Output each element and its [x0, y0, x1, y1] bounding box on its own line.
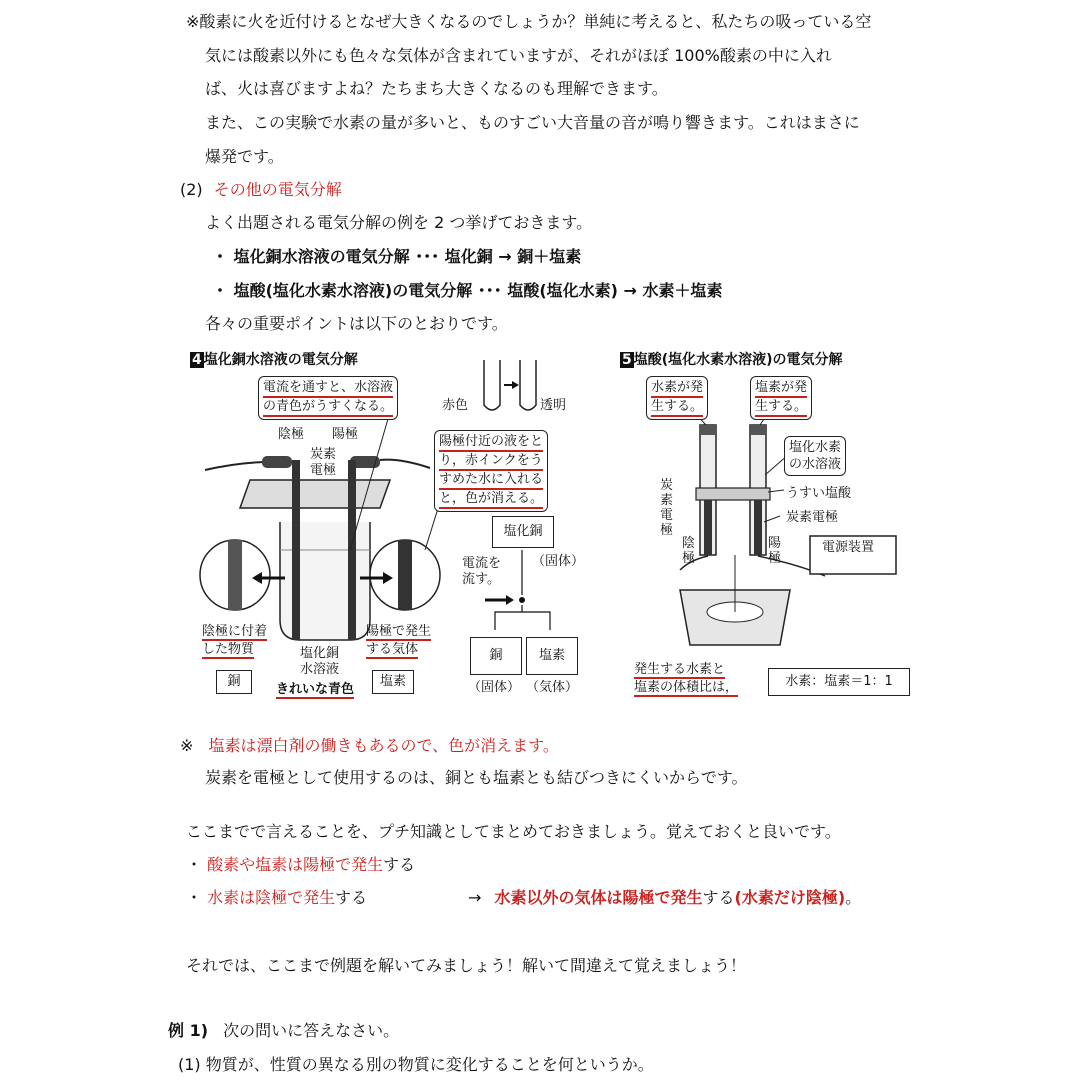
- section-lead: よく出題される電気分解の例を 2 つ挙げておきます。: [205, 213, 593, 232]
- figure-4-number: 4: [192, 352, 202, 368]
- box-chlorine: 塩素: [526, 637, 578, 675]
- figure-5-title: [620, 352, 843, 368]
- label-anode: 陽極: [332, 427, 359, 442]
- note-chlorine-bleach: [180, 736, 559, 756]
- conclusion-mid: する: [702, 888, 735, 907]
- label-generated-1: [366, 624, 431, 640]
- intro-line-5: 爆発です。: [205, 147, 284, 166]
- generated-line-2: する気体: [366, 642, 419, 657]
- label-current-2: 流す。: [462, 572, 500, 587]
- callout-color-fade: [258, 376, 398, 420]
- section-heading: [180, 180, 342, 200]
- beautiful-blue-text: きれいな青色: [276, 682, 355, 697]
- label-cathode: 陰極: [278, 427, 305, 442]
- chlorine-line-2: 生する。: [755, 398, 807, 417]
- note-carbon-electrode: 炭素を電極として使用するのは、銅とも塩素とも結びつきにくいからです。: [205, 768, 748, 787]
- label-red-color: 赤色: [442, 398, 469, 413]
- label-ratio-note-1: [634, 662, 725, 678]
- box-copper: 銅: [470, 637, 522, 675]
- conclusion-red: 水素以外の気体は陽極で発生: [494, 888, 703, 907]
- callout-color-fade-line-1: 電流を通すと、水溶液: [263, 379, 393, 398]
- callout-hcl-solution: [784, 436, 846, 476]
- attached-line-1: 陰極に付着: [202, 624, 268, 639]
- section-title: その他の電気分解: [213, 180, 342, 199]
- hcl-line-1: 塩化水素: [789, 440, 842, 455]
- attached-line-2: した物質: [202, 642, 255, 657]
- label-beautiful-blue: [276, 682, 354, 698]
- intro-line-2: 気には酸素以外にも色々な気体が含まれていますが、それがほぼ 100%酸素の中に入れ: [205, 46, 832, 65]
- bullet-hydrogen: ・ 水素は陰極で発生する: [186, 888, 368, 907]
- conclusion-red-2: (水素だけ陰極): [734, 888, 846, 907]
- intro-line-3: ば、火は喜びますよね？たちまち大きくなるのも理解できます。: [205, 79, 668, 98]
- bullet-oxygen-chlorine-tail: する: [383, 855, 416, 874]
- section-points: 各々の重要ポイントは以下のとおりです。: [205, 314, 508, 333]
- callout-hydrogen: [646, 376, 708, 420]
- generated-line-1: 陽極で発生: [366, 624, 432, 639]
- figure-copper-chloride: [190, 350, 610, 710]
- figure-4-title: [190, 352, 358, 368]
- example-question-1: (1) 物質が、性質の異なる別の物質に変化することを何というか。: [178, 1055, 654, 1074]
- bullet-copper-chloride: ・ 塩化銅水溶液の電気分解 ･･･ 塩化銅 → 銅＋塩素: [212, 247, 582, 266]
- label-attached-1: [202, 624, 267, 640]
- label-carbon-electrode-1: 炭素: [310, 447, 337, 462]
- label-ratio-note-2: [634, 680, 738, 696]
- hydrogen-line-2: 生する。: [651, 398, 703, 417]
- figure-hydrochloric-acid: [620, 350, 920, 710]
- note-summary-lead: ここまでで言えることを、プチ知識としてまとめておきましょう。覚えておくと良いです。: [186, 822, 841, 841]
- figure-4-title-text: 塩化銅水溶液の電気分解: [203, 352, 358, 368]
- example-prompt: 次の問いに答えなさい。: [223, 1021, 400, 1040]
- label-carbon-electrode-2: 電極: [310, 463, 337, 478]
- callout-chlorine: [750, 376, 812, 420]
- conclusion-arrow: →: [468, 888, 482, 907]
- label-anode-vertical: 陽極: [768, 536, 782, 566]
- label-solid-2: （固体）: [468, 680, 521, 695]
- intro-line-4: また、この実験で水素の量が多いと、ものすごい大音量の音が鳴り響きます。これはまさに: [205, 113, 860, 132]
- bullet-hydrochloric-acid: ・ 塩酸(塩化水素水溶液)の電気分解 ･･･ 塩酸(塩化水素) → 水素＋塩素: [212, 281, 723, 300]
- example-label: 例 1): [168, 1021, 209, 1040]
- label-solution-2: 水溶液: [300, 662, 340, 677]
- answer-chlorine: 塩素: [372, 670, 414, 694]
- label-cathode-vertical: 陰極: [682, 536, 696, 566]
- ink-note-line-3: すめた水に入れる: [439, 471, 543, 490]
- bullet-hydrogen-red: 水素は陰極で発生: [207, 888, 336, 907]
- ratio-note-line-1: 発生する水素と: [634, 662, 726, 677]
- bullet-oxygen-chlorine: ・ 酸素や塩素は陽極で発生する: [186, 855, 416, 874]
- box-volume-ratio: 水素：塩素＝1：1: [768, 668, 910, 696]
- note-mark: ※: [180, 736, 194, 755]
- label-current-1: 電流を: [462, 556, 502, 571]
- label-attached-2: [202, 642, 254, 658]
- label-carbon-electrode: 炭素電極: [786, 510, 839, 525]
- intro-line-1: ※酸素に火を近付けるとなぜ大きくなるのでしょうか？単純に考えると、私たちの吸っている空: [186, 12, 872, 31]
- figure-5-title-text: 塩酸(塩化水素水溶液)の電気分解: [633, 352, 843, 368]
- example-heading: [168, 1021, 399, 1041]
- chlorine-line-1: 塩素が発: [755, 379, 807, 398]
- ink-note-line-4: と，色が消える。: [439, 490, 543, 509]
- label-solid: （固体）: [532, 554, 585, 569]
- bullet-hydrogen-tail: する: [335, 888, 368, 907]
- figure-5-number: 5: [622, 352, 632, 368]
- ink-note-line-1: 陽極付近の液をと: [439, 433, 543, 452]
- hcl-line-2: の水溶液: [789, 457, 842, 472]
- section-number: (2): [180, 180, 203, 199]
- callout-color-fade-line-2: の青色がうすくなる。: [263, 398, 393, 417]
- label-carbon-electrode-vertical: 炭素電極: [660, 478, 674, 538]
- ratio-note-line-2: 塩素の体積比は，: [634, 680, 739, 695]
- conclusion: [468, 888, 861, 908]
- box-copper-chloride: 塩化銅: [492, 516, 554, 548]
- label-power-supply: 電源装置: [822, 540, 875, 555]
- label-gas: （気体）: [526, 680, 579, 695]
- label-transparent: 透明: [540, 398, 567, 413]
- note-try-examples: それでは、ここまで例題を解いてみましょう！解いて間違えて覚えましょう！: [186, 956, 747, 975]
- note-chlorine-bleach-text: 塩素は漂白剤の働きもあるので、色が消えます。: [208, 736, 559, 755]
- conclusion-end: 。: [845, 888, 862, 907]
- label-dilute-hcl: うすい塩酸: [786, 486, 852, 501]
- bullet-oxygen-chlorine-red: 酸素や塩素は陽極で発生: [207, 855, 384, 874]
- label-solution-1: 塩化銅: [300, 646, 340, 661]
- answer-copper: 銅: [216, 670, 252, 694]
- callout-red-ink: [434, 430, 548, 512]
- ink-note-line-2: り，赤インクをう: [439, 452, 543, 471]
- hydrogen-line-1: 水素が発: [651, 379, 703, 398]
- label-generated-2: [366, 642, 418, 658]
